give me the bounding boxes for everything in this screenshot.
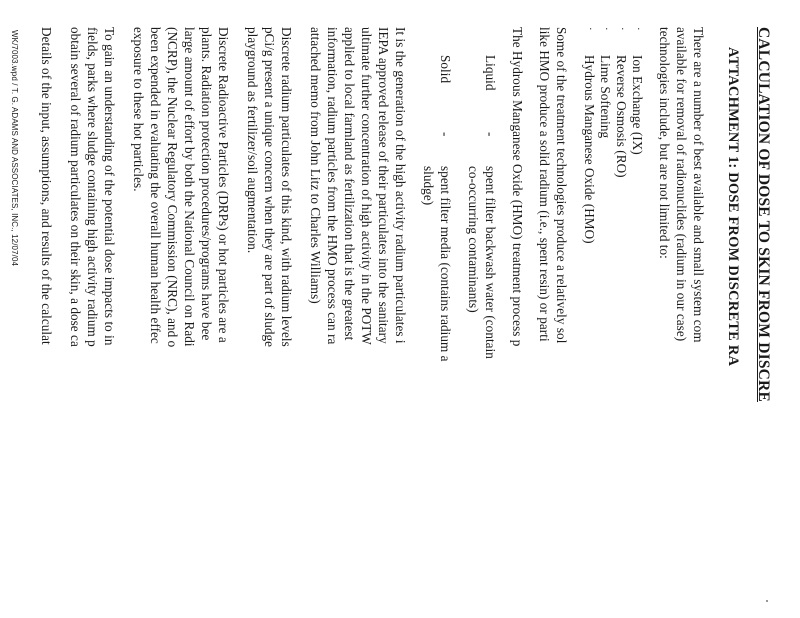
- para2-line-1: Some of the treatment technologies produce a relatively sol: [554, 27, 569, 344]
- list-item-hmo: Hydrous Manganese Oxide (HMO): [582, 55, 597, 244]
- para2-line-2: like HMO produce a solid radium (i.e., spent resin) or parti: [537, 27, 552, 342]
- solid-desc-line-1: spent filter media (contains radium a: [438, 166, 453, 362]
- intro-line-3: technologies include, but are not limited to:: [657, 27, 672, 259]
- para6-line-1: Discrete Radioactive Particles (DRPs) or hot particles are a: [216, 27, 231, 343]
- list-item-reverse-osmosis: Reverse Osmosis (RO): [614, 55, 629, 178]
- para4-line-6: attached memo from John Litz to Charles Williams): [308, 27, 323, 304]
- list-item-ion-exchange: Ion Exchange (IX): [630, 55, 645, 155]
- attachment-title: ATTACHMENT 1: DOSE FROM DISCRETE RA: [725, 47, 741, 367]
- para4-line-3: ultimate further concentration of high activity in the POTW: [359, 27, 374, 345]
- page-footer: WK/7003.wpd / T. G. ADAMS AND ASSOCIATES, INC., 12/07/04: [10, 30, 19, 267]
- para4-line-4: applied to local farmland as fertilization that is the greatest: [342, 27, 357, 341]
- para6-line-4: (NCRP), the Nuclear Regulatory Commission (NRC), and o: [165, 27, 180, 348]
- intro-line-2: available for removal of radionuclides (radium in our case): [674, 27, 689, 342]
- para6-line-5: been expended in evaluating the overall human health effec: [148, 27, 163, 344]
- list-bullet: ·: [616, 27, 628, 31]
- para4-line-2: IEPA approved release of their particulates into the sanitary: [376, 27, 391, 344]
- para5-line-3: playground as fertilizer/soil augmentation.: [245, 27, 260, 254]
- para7-line-3: obtain several of radium particulates on their skin, a dose ca: [68, 27, 83, 347]
- list-bullet: ·: [632, 27, 644, 31]
- list-bullet: ·: [584, 27, 596, 31]
- para5-line-1: Discrete radium particulates of this kind, with radium levels: [279, 27, 294, 347]
- para5-line-2: pCi/g present a unique concern when they are part of sludge: [262, 27, 277, 348]
- liquid-desc-line-2: co-occurring contaminants): [466, 166, 481, 313]
- para3-line: The Hydrous Manganese Oxide (HMO) treatment process p: [510, 27, 525, 347]
- liquid-desc-line-1: spent filter backwash water (contain: [483, 166, 498, 359]
- para4-line-1: It is the generation of the high activity radium particulates i: [393, 27, 408, 344]
- liquid-label: Liquid: [483, 55, 498, 91]
- document-title: CALCULATION OF DOSE TO SKIN FROM DISCRE: [755, 27, 772, 402]
- solid-dash: -: [438, 132, 453, 137]
- para7-line-2: fields, parks where sludge containing high activity radium p: [85, 27, 100, 347]
- para6-line-3: large amount of effort by both the National Council on Radi: [182, 27, 197, 347]
- para6-line-2: plants. Radiation protection procedures/programs have bee: [199, 27, 214, 341]
- solid-desc-line-2: sludge): [421, 166, 436, 206]
- list-bullet: ·: [600, 27, 612, 31]
- scan-speck: [766, 600, 768, 602]
- para8-line: Details of the input, assumptions, and results of the calculat: [39, 27, 54, 345]
- intro-line-1: There are a number of best available and small system com: [691, 27, 706, 343]
- liquid-dash: -: [483, 132, 498, 137]
- para6-line-6: exposure to these hot particles.: [131, 27, 146, 192]
- para7-line-1: To gain an understanding of the potential dose impacts to in: [102, 27, 117, 346]
- solid-label: Solid: [438, 55, 453, 84]
- list-item-lime-softening: Lime Softening: [598, 55, 613, 139]
- para4-line-5: information, radium particles from the HMO process can ra: [325, 27, 340, 345]
